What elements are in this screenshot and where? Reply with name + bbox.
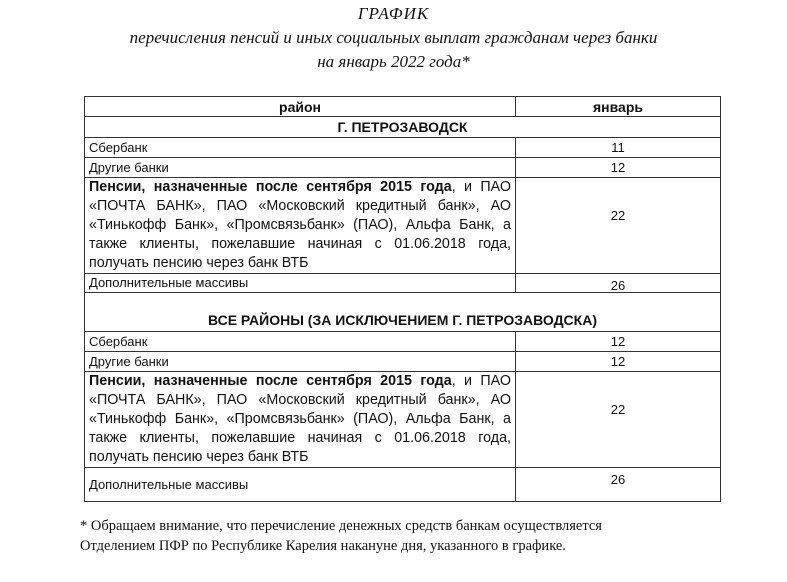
row-name xyxy=(85,372,516,468)
column-header-district: район xyxy=(85,97,516,117)
row-name: Дополнительные массивы xyxy=(85,468,516,502)
row-name: Сбербанк xyxy=(85,138,516,158)
row-name-bold: Пенсии, назначенные после сентября 2015 года xyxy=(89,373,452,389)
footnote xyxy=(80,516,720,556)
table-row xyxy=(85,138,721,158)
section-row xyxy=(85,117,721,138)
row-value-cell xyxy=(516,468,721,502)
row-name: Дополнительные массивы xyxy=(85,274,516,293)
row-name-rest: , и ПАО «ПОЧТА БАНК», ПАО «Московский кредитный банк», АО «Тинькофф Банк», «Промсвязьбанк» (ПАО), Альфа Банк, а также клиенты, пожелавшие начиная с 01.06.2018 года, получать пенсию через банк ВТБ xyxy=(89,373,511,465)
footnote-line: * Обращаем внимание, что перечисление денежных средств банкам осуществляется xyxy=(80,518,602,534)
row-value: 12 xyxy=(516,158,721,178)
table-row xyxy=(85,158,721,178)
table-row xyxy=(85,372,721,468)
document-title: ГРАФИК xyxy=(357,4,430,23)
row-value-cell xyxy=(516,274,721,293)
row-name xyxy=(85,178,516,274)
document-subtitle: перечисления пенсий и иных социальных выплат гражданам через банки xyxy=(129,28,658,47)
column-header-january: январь xyxy=(516,97,721,117)
table-row xyxy=(85,352,721,372)
section-title-petrozavodsk: Г. ПЕТРОЗАВОДСК xyxy=(85,117,721,138)
row-name-bold: Пенсии, назначенные после сентября 2015 года xyxy=(89,179,452,195)
footnote-line: Отделением ПФР по Республике Карелия накануне дня, указанного в графике. xyxy=(80,538,566,554)
row-value: 22 xyxy=(610,401,626,417)
document-period: на январь 2022 года* xyxy=(317,52,470,71)
row-name: Другие банки xyxy=(85,158,516,178)
payment-schedule-table xyxy=(84,96,721,502)
table-row xyxy=(85,178,721,274)
row-value: 12 xyxy=(516,332,721,352)
row-value-cell xyxy=(516,178,721,274)
row-value: 12 xyxy=(516,352,721,372)
section-title-all-districts: ВСЕ РАЙОНЫ (ЗА ИСКЛЮЧЕНИЕМ Г. ПЕТРОЗАВОДСКА) xyxy=(85,293,721,332)
row-value: 26 xyxy=(610,278,626,293)
table-row xyxy=(85,274,721,293)
row-value: 26 xyxy=(610,472,626,487)
row-value: 11 xyxy=(516,138,721,158)
row-name-rest: , и ПАО «ПОЧТА БАНК», ПАО «Московский кредитный банк», АО «Тинькофф Банк», «Промсвязьбанк» (ПАО), Альфа Банк, а также клиенты, пожелавшие начиная с 01.06.2018 года, получать пенсию через банк ВТБ xyxy=(89,179,511,271)
row-name: Сбербанк xyxy=(85,332,516,352)
table-row xyxy=(85,332,721,352)
section-row xyxy=(85,293,721,332)
row-name: Другие банки xyxy=(85,352,516,372)
row-value-cell xyxy=(516,372,721,468)
document-header xyxy=(0,2,787,74)
row-value: 22 xyxy=(610,207,626,223)
table-row xyxy=(85,468,721,502)
table-header-row xyxy=(85,97,721,117)
